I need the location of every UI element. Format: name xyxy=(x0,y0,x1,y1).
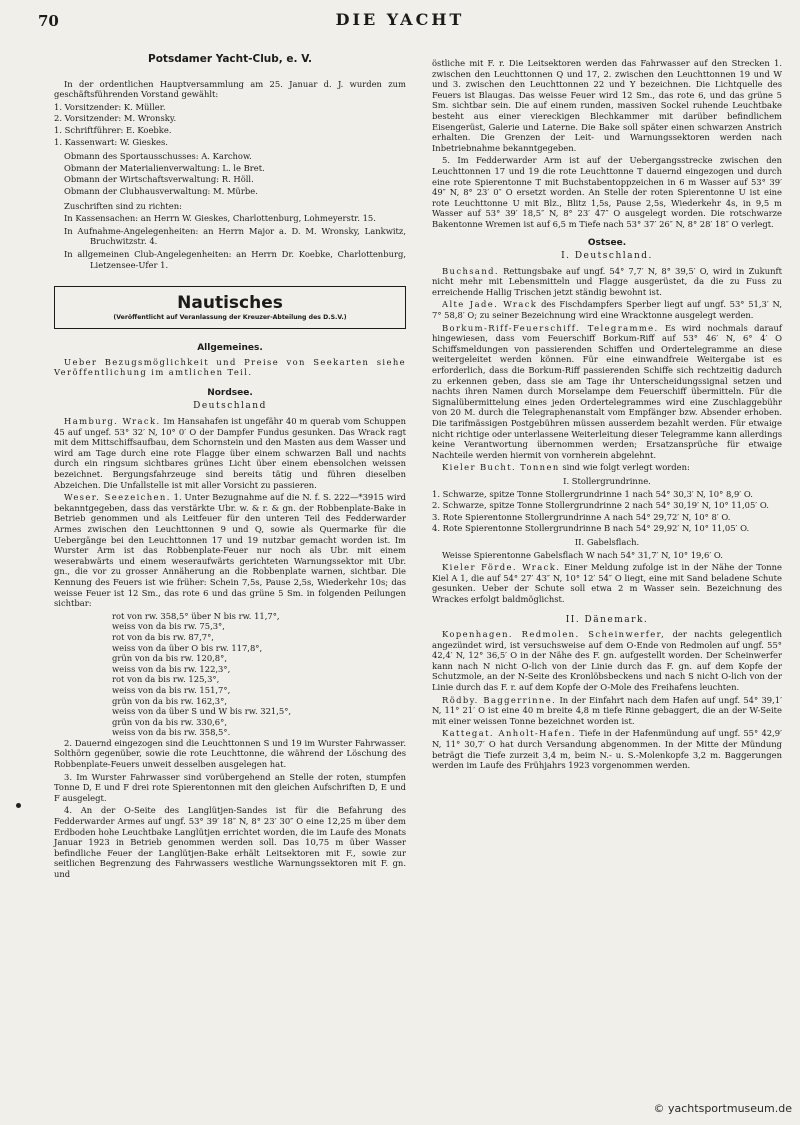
club-title: Potsdamer Yacht-Club, e. V. xyxy=(148,53,312,65)
gabels-heading: II. Gabelsflach. xyxy=(574,536,640,547)
kieler-text: sind wie folgt verlegt worden: xyxy=(562,462,690,473)
watermark: © yachtsportmuseum.de xyxy=(653,1102,792,1115)
right-column xyxy=(432,58,782,773)
roedby-paragraph xyxy=(432,695,782,727)
nordsee-subheading: Deutschland xyxy=(193,401,267,412)
bearing-item: weiss von da über S und W bis rw. 321,5°, xyxy=(112,706,292,717)
bearing-item: weiss von da bis rw. 358,5°. xyxy=(112,727,231,738)
zuschrift-item: In Kassensachen: an Herrn W. Gieskes, Charlottenburg, Lohmeyerstr. 15. xyxy=(64,213,376,224)
zuschrift-item: In allgemeinen Club-Angelegenheiten: an Herrn Dr. Koebke, Charlottenburg, Lietzensee-Ufer 1. xyxy=(64,248,406,270)
list-item: Obmann der Materialienverwaltung: L. le Bret. xyxy=(64,162,265,173)
board-list xyxy=(54,102,406,147)
gabels-text: Weisse Spierentonne Gabelsflach W nach 54° 31,7′ N, 10° 19,6′ O. xyxy=(442,549,723,560)
weser-item-5: 5. Im Fedderwarder Arm ist auf der Uebergangsstrecke zwischen den Leuchttonnen 17 und 19 die rote Leuchttonne T dauernd eingezogen und durch eine rote Spierentonne T mit Buchstabentoppzeichen in 6 m Wasser auf 53° 39′ 49″ N, 8° 23′ 0″ O ersetzt worden. An Stelle der roten Spierentonne U ist eine rote Leuchttonne U mit Blz., Blitz 1,5s, Pause 2,5s, Wiederkehr 4s, in 9,5 m Wasser auf 53° 39′ 18,5″ N, 8° 23′ 47″ O ausgelegt worden. Die rotschwarze Bakentonne Wremen ist auf 6,5 m Tiefe nach 53° 37′ 26″ N, 8° 28′ 18″ O verlegt. xyxy=(432,155,782,229)
nautisches-title: Nautisches xyxy=(177,293,283,314)
roedby-lead: Rödby. Baggerrinne. xyxy=(442,694,557,705)
bearing-item: grün von da bis rw. 120,8°, xyxy=(112,653,227,664)
allgemeines-text: Ueber Bezugsmöglichkeit und Preise von Seekarten siehe Veröffentlichung im amtlichen Teil. xyxy=(54,356,406,378)
running-title: DIE YACHT xyxy=(335,10,465,29)
margin-mark xyxy=(16,803,21,808)
kopen-text: der nachts gelegentlich angezündet wird, ist versuchsweise auf dem O-Ende von Redmolen auf ungf. 55° 42,4′ N, 12° 36,5′ O in der Nähe des F. gn. aufgestellt worden. Der Scheinwerfer kann nach N nicht O-lich von der Linie durch das F. gn. auf dem Kopfe der Schutzmole, an der N-Seite des Kronlöbsbeckens und nach S nicht O-lich von der Linie durch das F. r. auf dem Kopfe der O-Mole des Freihafens leuchten. xyxy=(432,629,782,693)
page-number: 70 xyxy=(38,12,59,30)
weser-paragraph xyxy=(54,492,406,609)
altejade-paragraph xyxy=(432,299,782,320)
foerde-lead: Kieler Förde. Wrack. xyxy=(442,562,561,573)
left-column xyxy=(54,48,406,882)
hamburg-lead: Hamburg. Wrack. xyxy=(64,416,161,427)
zuschriften-intro: Zuschriften sind zu richten: xyxy=(64,200,182,211)
borkum-lead: Borkum-Riff-Feuerschiff. Telegramme. xyxy=(442,322,659,333)
hamburg-paragraph xyxy=(54,416,406,490)
obmen-list xyxy=(54,151,406,196)
kieler-paragraph xyxy=(432,462,782,473)
list-item: 2. Vorsitzender: M. Wronsky. xyxy=(54,113,177,124)
weser-item-4-continued: östliche mit F. r. Die Leitsektoren werden das Fahrwasser auf den Strecken 1. zwischen den Leuchttonnen Q und 17, 2. zwischen den Leuchttonnen 19 und W und 3. zwischen den Leuchttonnen 22 und Y bezeichnen. Die Lichtquelle des Feuers ist Blaugas. Das weisse Feuer wird 12 Sm., das rote 6, und das grüne 5 Sm. sichtbar sein. Die auf einem runden, massiven Sockel ruhende Leuchtbake besteht aus einer viereckigen Blechkammer mit darüber befindlichem Eisengerüst, Galerie und Laterne. Die Bake soll später einen schwarzen Anstrich erhalten. Die Grenzen der Leit- und Warnungssektoren werden nach Inbetriebnahme bekanntgegeben. xyxy=(432,58,782,153)
bearing-item: rot von da bis rw. 87,7°, xyxy=(112,631,214,642)
buchsand-paragraph xyxy=(432,266,782,298)
kieler-lead: Kieler Bucht. Tonnen xyxy=(442,462,560,473)
altejade-text: des Fischdampfers Sperber liegt auf ungf. 53° 51,3′ N, 7° 58,8′ O; zu seiner Bezeichnung wird eine Wracktonne ausgelegt werden. xyxy=(432,299,782,321)
list-item: 1. Kassenwart: W. Gieskes. xyxy=(54,136,168,147)
kattegat-lead: Kattegat. Anholt-Hafen. xyxy=(442,728,576,739)
kattegat-paragraph xyxy=(432,728,782,770)
club-intro: In der ordentlichen Hauptversammlung am 25. Januar d. J. wurden zum geschäftsführenden Vorstand gewählt: xyxy=(54,78,406,100)
allgemeines-heading: Allgemeines. xyxy=(197,343,263,354)
kattegat-text: Tiefe in der Hafenmündung auf ungf. 55° 42,9′ N, 11° 30,7′ O hat durch Versandung abgenommen. In der Mitte der Mündung beträgt die Tiefe zurzeit 3,4 m, beim N.- u. S.-Molenkopfe 3,2 m. Baggerungen werden im Laufe des Frühjahrs 1923 vorgenommen werden. xyxy=(432,728,782,771)
list-item: 2. Schwarze, spitze Tonne Stollergrundrinne 2 nach 54° 30,19′ N, 10° 11,05′ O. xyxy=(432,500,769,511)
list-item: 3. Rote Spierentonne Stollergrundrinne A nach 54° 29,72′ N, 10° 8′ O. xyxy=(432,511,731,522)
ostsee-heading: Ostsee. xyxy=(587,237,627,248)
weser-item-3: 3. Im Wurster Fahrwasser sind vorübergehend an Stelle der roten, stumpfen Tonne D, E und F drei rote Spierentonnen mit den gleichen Aufschriften D, E und F ausgelegt. xyxy=(54,771,406,803)
bearing-item: weiss von da bis rw. 122,3°, xyxy=(112,663,231,674)
nautisches-subtitle: (Veröffentlicht auf Veranlassung der Kreuzer-Abteilung des D.S.V.) xyxy=(113,314,347,322)
stoller-heading: I. Stollergrundrinne. xyxy=(563,475,651,486)
borkum-text: Es wird nochmals darauf hingewiesen, dass vom Feuerschiff Borkum-Riff auf 53° 46′ N, 6° 4′ O Schiffsmeldungen von passierenden Schiffen und Ordertelegramme an diese weitergeleitet werden können. Für eine einwandfreie Weitergabe ist es erforderlich, dass die Borkum-Riff passierenden Schiffe sich rechtzeitig dadurch zu erkennen geben, dass sie am Tage ihr Unterscheidungssignal setzen und nachts ihren Namen durch Morselampe dem Feuerschiff übermitteln. Für die Signalübermittelung eines jeden Ordertelegrammes wird eine Zuschlaggebühr von 20 M. durch die Telegraphenanstalt vom Empfänger bzw. Absender erhoben. Die tarifmässigen Postgebühren müssen ausserdem bezahlt werden. Für etwaige nicht richtige oder unterlassene Weiterleitung dieser Telegramme kann allerdings keine Verantwortung übernommen werden; Ersatzansprüche für etwaige Nachteile werden hiermit von vornherein abgelehnt. xyxy=(432,322,782,460)
list-item: 1. Schwarze, spitze Tonne Stollergrundrinne 1 nach 54° 30,3′ N, 10° 8,9′ O. xyxy=(432,488,753,499)
weser-item-4: 4. An der O-Seite des Langlütjen-Sandes ist für die Befahrung des Fedderwarder Armes auf ungf. 53° 39′ 18″ N, 8° 23′ 30″ O eine 12,25 m über dem Erdboden hohe Leuchtbake Langlütjen errichtet worden, die im Laufe des Monats Januar 1923 in Betrieb genommen werden soll. Das 10,75 m über Wasser befindliche Feuer der Langlütjen-Bake erhält Leitsektoren mit F., sowie zur seitlichen Begrenzung des Fahrwassers westliche Warnungssektoren mit F. gn. und xyxy=(54,805,406,879)
list-item: 1. Schriftführer: E. Koebke. xyxy=(54,124,172,135)
bearing-item: rot von da bis rw. 125,3°, xyxy=(112,674,220,685)
kopen-paragraph xyxy=(432,629,782,693)
weser-text: 1. Unter Bezugnahme auf die N. f. S. 222—*3915 wird bekanntgegeben, dass das verstärkte Ubr. w. & r. & gn. der Robbenplate-Bake in Betrieb genommen und als Leitfeuer für den unteren Teil des Fedderwarder Armes zwischen den Leuchttonnen 9 und Q, sowie als Quermarke für die Uebergänge bei den Leuchttonnen 17 und 19 nutzbar gemacht worden ist. Im Wurster Arm ist das Robbenplate-Feuer nur noch als Ubr. mit einem weserabwärts und einem weseraufwärts gerichteten Warnungssektor mit Ubr. gn., die vor zu grosser Annäherung an die Robbenplate warnen, sichtbar. Die Kennung des Feuers ist wie früher: Schein 7,5s, Pause 2,5s, Wiederkehr 10s; das weisse Feuer ist 12 Sm., das rote 6 und das grüne 5 Sm. in folgenden Peilungen sichtbar: xyxy=(54,492,406,609)
kopen-lead: Kopenhagen. Redmolen. Scheinwerfer, xyxy=(442,629,666,640)
bearing-list xyxy=(54,611,406,738)
list-item: Obmann der Clubhausverwaltung: M. Mürbe. xyxy=(64,185,258,196)
roedby-text: In der Einfahrt nach dem Hafen auf ungf. 54° 39,1′ N, 11° 21′ O ist eine 40 m breite 4,8 m tiefe Rinne gebaggert, die an der W-Seite mit einer weissen Tonne bezeichnet worden ist. xyxy=(432,694,782,726)
daenemark-heading: II. Dänemark. xyxy=(565,614,649,625)
foerde-text: Einer Meldung zufolge ist in der Nähe der Tonne Kiel A 1, die auf 54° 27′ 43″ N, 10° 12′ 54″ O liegt, eine mit Sand beladene Schute gesunken. Ueber der Schute soll etwa 2 m Wasser sein. Bezeichnung des Wrackes erfolgt baldmöglichst. xyxy=(432,562,782,604)
hamburg-text: Im Hansahafen ist ungefähr 40 m querab vom Schuppen 45 auf ungef. 53° 32′ N, 10° 0′ O der Dampfer Fundus gesunken. Das Wrack ragt mit dem Mittschiffsaufbau, dem Schornstein und den Masten aus dem Wasser und wird am Tage durch eine rote Flagge über einem schwarzen Ball und nachts durch ein ringsum sichtbares grünes Licht über einem ebensolchen weissen bezeichnet. Bergungsfahrzeuge sind bereits tätig und führen dieselben Abzeichen. Die Unfallstelle ist mit aller Vorsicht zu passieren. xyxy=(54,416,406,490)
buchsand-text: Rettungsbake auf ungf. 54° 7,7′ N, 8° 39,5′ O, wird in Zukunft nicht mehr mit Lebensmitteln und Flagge ausgerüstet, da die zu Fuss zu erreichende Hallig Trischen jetzt ständig bewohnt ist. xyxy=(432,265,782,297)
nordsee-heading: Nordsee. xyxy=(207,387,253,398)
list-item: Obmann des Sportausschusses: A. Karchow. xyxy=(64,151,252,162)
list-item: 4. Rote Spierentonne Stollergrundrinne B nach 54° 29,92′ N, 10° 11,05′ O. xyxy=(432,523,750,534)
bearing-item: grün von da bis rw. 330,6°, xyxy=(112,716,227,727)
zuschrift-item: In Aufnahme-Angelegenheiten: an Herrn Major a. D. M. Wronsky, Lankwitz, Bruchwitzstr. 4. xyxy=(64,225,406,247)
altejade-lead: Alte Jade. Wrack xyxy=(442,299,538,310)
list-item: 1. Vorsitzender: K. Müller. xyxy=(54,101,166,112)
list-item: Obmann der Wirtschaftsverwaltung: R. Höll. xyxy=(64,174,254,185)
weser-lead: Weser. Seezeichen. xyxy=(64,492,171,503)
bearing-item: rot von rw. 358,5° über N bis rw. 11,7°, xyxy=(112,610,280,621)
stoller-list xyxy=(432,489,782,534)
bearing-item: grün von da bis rw. 162,3°, xyxy=(112,695,227,706)
weser-item-2: 2. Dauernd eingezogen sind die Leuchttonnen S und 19 im Wurster Fahrwasser. Solthörn gegenüber, sowie die rote Leuchttonne, die während der Löschung des Robbenplate-Feuers unweit desselben ausgelegen hat. xyxy=(54,737,406,770)
bearing-item: weiss von da bis rw. 151,7°, xyxy=(112,684,231,695)
foerde-paragraph xyxy=(432,562,782,604)
bearing-item: weiss von da bis rw. 75,3°, xyxy=(112,621,225,632)
bearing-item: weiss von da über O bis rw. 117,8°, xyxy=(112,642,263,653)
ostsee-subheading: I. Deutschland. xyxy=(561,251,653,262)
borkum-paragraph xyxy=(432,323,782,461)
nautisches-box xyxy=(54,286,406,329)
buchsand-lead: Buchsand. xyxy=(442,265,499,276)
